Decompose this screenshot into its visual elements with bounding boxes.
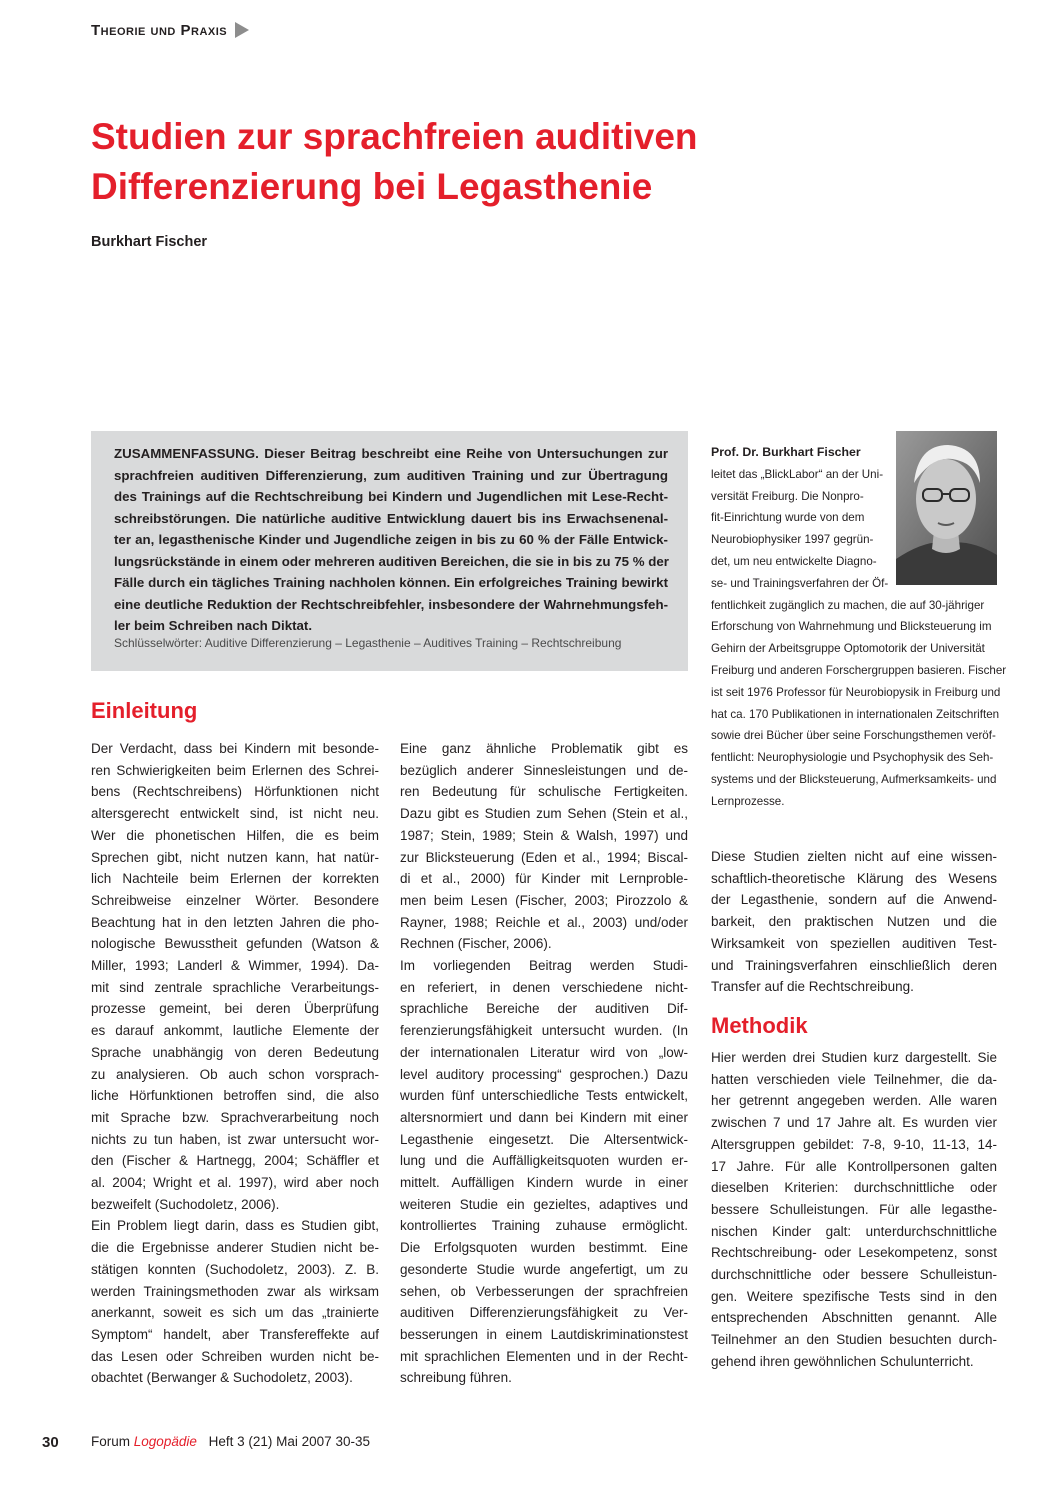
abstract-line: sprachfreien auditiven Differenzierung, zum auditiven Training und zur Übertragung <box>114 467 668 483</box>
text-line: gen. Weitere spezifische Tests sind in den <box>711 1288 997 1304</box>
text-line: der Legasthenie, sondern auf die Anwend- <box>711 892 997 908</box>
text-line: Die Erfolgsquoten wurden bestimmt. Eine <box>400 1240 688 1256</box>
text-line: mittelt. Auffälligen Kindern wurde in einer <box>400 1175 688 1191</box>
text-line: hatten verschieden viele Teilnehmer, die da- <box>711 1071 997 1087</box>
text-line: mit sprachlichen Elementen und in der Recht- <box>400 1348 688 1364</box>
text-line: di et al., 2000) für Kinder mit Lernproble- <box>400 871 688 887</box>
bio-line: Erforschung von Wahrnehmung und Blicksteuerung im <box>711 620 992 634</box>
text-line: obachtet (Berwanger & Suchodoletz, 2003). <box>91 1370 353 1386</box>
text-line: barkeit, den praktischen Nutzen und die <box>711 914 997 930</box>
title-line: Studien zur sprachfreien auditiven <box>91 116 698 157</box>
text-line: altersnormiert und dann bei Kindern mit einer <box>400 1109 688 1125</box>
heading-methodik: Methodik <box>711 1013 808 1038</box>
text-line: den (Fischer & Hartnegg, 2004; Schäffler et <box>91 1153 379 1169</box>
abstract-line: ler beim Schreiben nach Diktat. <box>114 618 313 633</box>
text-line: werden Trainingsmethoden zwar als wirksam <box>91 1283 379 1299</box>
einleitung-column-2 <box>400 738 688 1389</box>
text-line: lung und die Auffälligkeitsquoten wurden er- <box>400 1153 688 1169</box>
bio-line: det, um neu entwickelte Diagno- <box>711 554 877 568</box>
text-line: bens (Rechtschreibens) Hörfunktionen nicht <box>91 784 379 800</box>
text-line: gehend ihren gewöhnlichen Schulunterricht. <box>711 1353 974 1369</box>
text-line: durchschnittliche oder bessere Schulleistun- <box>711 1267 997 1283</box>
article-title <box>91 112 791 212</box>
text-line: Dazu gibt es Studien zum Sehen (Stein et al., <box>400 806 688 822</box>
text-line: Ein Problem liegt darin, dass es Studien gibt, <box>91 1218 379 1234</box>
bio-line: se- und Trainingsverfahren der Öf- <box>711 576 889 590</box>
text-line: al. 2004; Wright et al. 1997), wird aber noch <box>91 1175 379 1191</box>
author-name: Burkhart Fischer <box>91 234 208 250</box>
text-line: ferenzierungsfähigkeit untersucht wurden. (In <box>400 1023 688 1039</box>
bio-line: Gehirn der Arbeitsgruppe Optomotorik der Universität <box>711 642 985 656</box>
text-line: Hier werden drei Studien kurz dargestellt. Sie <box>711 1050 997 1065</box>
text-line: die die Ergebnisse anderer Studien nicht be- <box>91 1240 379 1256</box>
text-line: sehen, ob Verbesserungen der sprachfreien <box>400 1283 688 1299</box>
text-line: prozesse gemeint, bei deren Überprüfung <box>91 1001 379 1017</box>
bio-line: Neurobiophysiker 1997 gegrün- <box>711 533 874 547</box>
text-line: altersgerecht entwickelt sind, ist nicht neu. <box>91 806 379 822</box>
text-line: Schreibweise einzelner Wörter. Besondere <box>91 892 379 908</box>
text-line: lich Nachteile beim Erlernen der korrekten <box>91 871 379 887</box>
text-line: schaftlich-theoretische Klärung des Wesens <box>711 870 997 886</box>
text-line: Sprache unabhängig von deren Bedeutung <box>91 1044 379 1060</box>
journal-footer <box>91 1434 370 1449</box>
bio-line: fentlichkeit zugänglich zu machen, die auf 30-jähriger <box>711 598 985 612</box>
text-line: zwischen 7 und 17 Jahre alt. Es wurden vier <box>711 1115 997 1131</box>
text-line: das Lesen oder Schreiben wurden nicht be- <box>91 1348 379 1364</box>
text-line: 17 Jahre. Für alle Kontrollpersonen galten <box>711 1158 997 1174</box>
abstract-line: Fälle durch ein tägliches Training nachholen können. Ein erfolgreiches Training bewirkt <box>114 575 668 590</box>
text-line: men beim Lesen (Fischer, 2003; Pirozzolo & <box>400 892 688 908</box>
section-label <box>91 22 249 39</box>
text-line: Rechtschreibung- oder Lesekompetenz, sonst <box>711 1245 997 1261</box>
abstract-line: ZUSAMMENFASSUNG. Dieser Beitrag beschreibt eine Reihe von Untersuchungen zur <box>114 446 668 461</box>
text-line: zu analysieren. Ob auch schon vorsprach- <box>91 1066 379 1082</box>
text-line: anerkannt, soweit es sich um das „trainierte <box>91 1305 379 1321</box>
bio-line: fentlicht: Neurophysiologie und Psychophysik des Seh- <box>711 751 994 765</box>
text-line: Im vorliegenden Beitrag werden Studi- <box>400 958 688 974</box>
text-line: Wirksamkeit von speziellen auditiven Test- <box>711 935 997 951</box>
text-line: es darauf ankommt, lautliche Elemente der <box>91 1023 379 1039</box>
abstract-line: lungsrückstände in einem oder mehreren auditiven Bereichen, die sie in bis zu 75 % der <box>114 553 669 569</box>
text-line: nologische Bewusstheit gefunden (Watson & <box>91 936 379 952</box>
journal-issue: Heft 3 (21) Mai 2007 30-35 <box>208 1434 370 1449</box>
journal-prefix: Forum <box>91 1434 131 1449</box>
text-line: schreibung führen. <box>400 1370 512 1386</box>
title-line: Differenzierung bei Legasthenie <box>91 166 653 207</box>
text-line: nichts zu tun haben, ist zwar untersucht wor- <box>91 1131 379 1147</box>
bio-line: ist seit 1976 Professor für Neurobiopysik in Freiburg und <box>711 685 1001 699</box>
text-line: 1987; Stein, 1989; Stein & Walsh, 1997) und <box>400 827 688 843</box>
text-line: bezüglich anderer Sinnesleistungen und de- <box>400 762 688 778</box>
text-line: bezweifelt (Suchodoletz, 2006). <box>91 1196 280 1212</box>
bio-line: sowie drei Bücher über seine Forschungsthemen veröf- <box>711 729 996 743</box>
methodik-column <box>711 1047 997 1373</box>
bio-line: systems und der Blicksteuerung, Aufmerksamkeits- und <box>711 772 997 786</box>
text-line: Diese Studien zielten nicht auf eine wissen- <box>711 849 997 864</box>
text-line: Teilnehmer an den Studien besuchten durch- <box>711 1332 997 1348</box>
text-line: Legasthenie eingesetzt. Die Altersentwick- <box>400 1131 688 1147</box>
text-line: zur Blicksteuerung (Eden et al., 1994; Biscal- <box>400 849 688 865</box>
text-line: und Trainingsverfahren einschließlich deren <box>711 957 997 973</box>
text-line: liche Hörfunktionen betroffen sind, die also <box>91 1088 379 1104</box>
text-line: Wer die phonetischen Hilfen, die es beim <box>91 827 379 843</box>
author-bio <box>711 442 1007 813</box>
text-line: kontrolliertes Training zuhause ermöglicht. <box>400 1218 688 1234</box>
text-line: bessere Schulleistungen. Für alle legasthe- <box>711 1201 997 1217</box>
einleitung-column-3 <box>711 846 997 998</box>
bio-line: versität Freiburg. Die Nonpro- <box>711 489 864 503</box>
text-line: der internationalen Literatur wird von „low- <box>400 1044 688 1060</box>
bio-line: leitet das „BlickLabor“ an der Uni- <box>711 467 884 481</box>
bio-line: Freiburg und anderen Forschergruppen basieren. Fischer <box>711 663 1007 677</box>
section-label-text: Theorie und Praxis <box>91 22 228 39</box>
abstract-line: ter an, legasthenische Kinder und Jugendliche zeigen in bis zu 60 % der Fälle Entwick- <box>114 532 668 547</box>
bio-name: Prof. Dr. Burkhart Fischer <box>711 445 861 459</box>
text-line: nischen Kinder galt: unterdurchschnittliche <box>711 1223 997 1239</box>
text-line: Eine ganz ähnliche Problematik gibt es <box>400 741 688 756</box>
abstract-line: des Trainings auf die Rechtschreibung bei Kindern und Jugendlichen mit Lese-Recht- <box>114 489 668 504</box>
abstract-line: schreibstörungen. Die natürliche auditive Entwicklung dauert bis ins Erwachsenenal- <box>114 510 668 526</box>
text-line: ren Bedeutung für schulische Fertigkeiten. <box>400 784 688 800</box>
journal-name: Logopädie <box>133 1434 197 1449</box>
text-line: Transfer auf die Rechtschreibung. <box>711 979 914 995</box>
text-line: mit Sprache bzw. Sprachverarbeitung noch <box>91 1109 379 1125</box>
text-line: entsprechenden Abschnitten genannt. Alle <box>711 1310 997 1326</box>
text-line: weiteren Studie ein gezieltes, adaptives und <box>400 1196 688 1212</box>
triangle-right-icon <box>235 22 249 38</box>
text-line: Beachtung hat in den letzten Jahren die pho- <box>91 914 379 930</box>
text-line: level auditory processing“ gesprochen.) Dazu <box>400 1066 688 1082</box>
text-line: Symptom“ handelt, aber Transfereffekte auf <box>91 1326 379 1342</box>
text-line: stätigen konnten (Suchodoletz, 2003). Z. B. <box>91 1261 379 1277</box>
text-line: mit sind zentrale sprachliche Verarbeitungs- <box>91 979 379 995</box>
text-line: besserungen in einem Lautdiskriminationstest <box>400 1326 688 1342</box>
abstract-line: eine deutliche Reduktion der Rechtschreibfehler, insbesondere der Wahrnehmungsfeh- <box>114 596 668 612</box>
text-line: wurden fünf unterschiedliche Tests entwickelt, <box>400 1088 688 1104</box>
text-line: her getrennt angegeben werden. Alle waren <box>711 1093 997 1109</box>
text-line: ren Schwierigkeiten beim Erlernen des Schrei- <box>91 762 379 778</box>
einleitung-column-1 <box>91 738 379 1389</box>
bio-line: Lernprozesse. <box>711 794 785 808</box>
text-line: gesonderte Studie wurde angefertigt, um zu <box>400 1261 688 1277</box>
heading-einleitung: Einleitung <box>91 698 198 723</box>
text-line: dieselben Kriterien: durchschnittliche oder <box>711 1180 997 1196</box>
abstract-text <box>114 443 668 637</box>
text-line: sprachliche Bereiche der auditiven Dif- <box>400 1001 688 1017</box>
text-line: Altersgruppen gebildet: 7-8, 9-10, 11-13, 14- <box>711 1136 997 1152</box>
text-line: Sprechen gibt, nicht nutzen kann, hat natür- <box>91 849 379 865</box>
text-line: Miller, 1993; Landerl & Wimmer, 1994). Da- <box>91 958 379 974</box>
bio-line: hat ca. 170 Publikationen in internationalen Zeitschriften <box>711 707 1000 721</box>
text-line: Rechnen (Fischer, 2006). <box>400 936 552 952</box>
keywords: Schlüsselwörter: Auditive Differenzierung – Legasthenie – Auditives Training – Rechtschreibung <box>114 636 622 650</box>
bio-line: fit-Einrichtung wurde von dem <box>711 511 865 525</box>
text-line: en referiert, in denen verschiedene nicht- <box>400 979 688 995</box>
text-line: auditiven Differenzierungsfähigkeit zu Ver- <box>400 1305 688 1321</box>
text-line: Rayner, 1988; Reichle et al., 2003) und/oder <box>400 914 688 930</box>
text-line: Der Verdacht, dass bei Kindern mit besonde- <box>91 741 379 756</box>
page-number: 30 <box>42 1434 59 1451</box>
